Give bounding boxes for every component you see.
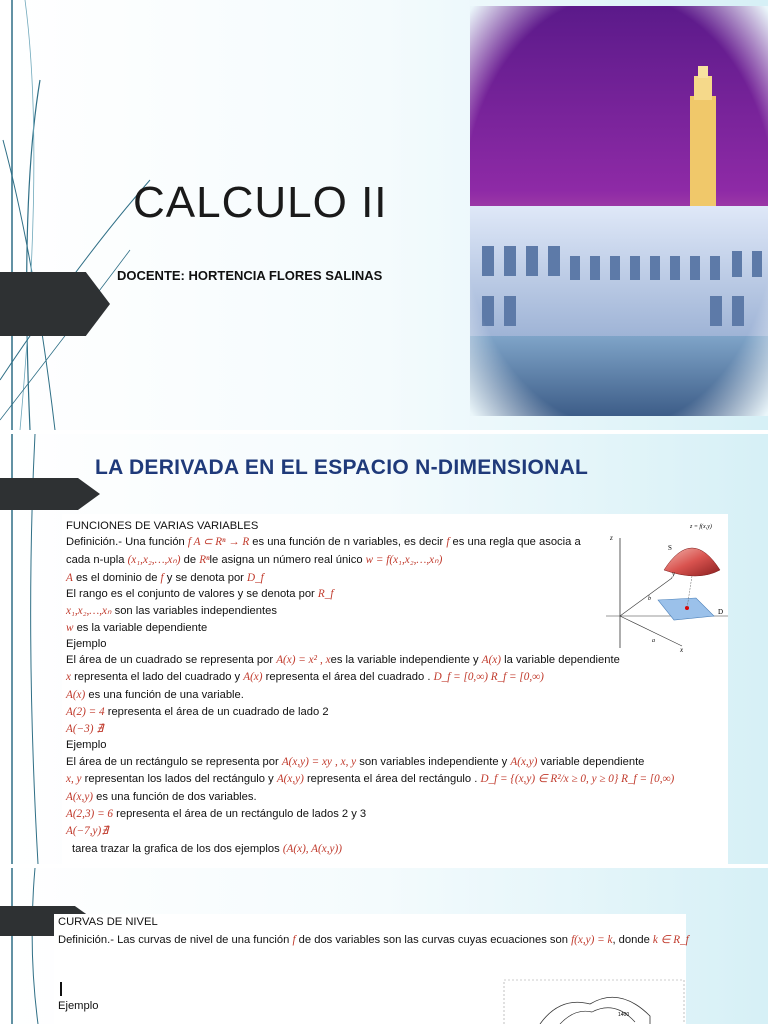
definition-line-1: Definición.- Una función f A ⊂ Rⁿ → R es una función de n variables, es decir f es una regla que asocia a xyxy=(66,536,581,548)
example2-line-1: El área de un rectángulo se representa por A(x,y) = xy , x, y son variables independiente y A(x,y) variable dependiente xyxy=(66,756,645,768)
slide-title-text: LA DERIVADA EN EL ESPACIO N-DIMENSIONAL xyxy=(95,456,589,479)
slide-curvas-nivel xyxy=(0,868,768,1024)
decorative-lines xyxy=(0,868,60,1024)
example1-line-1: El área de un cuadrado se representa por A(x) = x² , xes la variable independiente y A(x) la variable dependiente xyxy=(66,654,620,666)
example-label: Ejemplo xyxy=(58,1000,99,1012)
independent-vars-line: x₁,x₂,…,xₙ son las variables independientes xyxy=(66,605,277,617)
university-courtyard-photo xyxy=(470,6,768,416)
example1-line-3: A(x) es una función de una variable. xyxy=(66,689,244,701)
section-heading: CURVAS DE NIVEL xyxy=(58,916,158,928)
range-line: El rango es el conjunto de valores y se denota por R_f xyxy=(66,588,334,600)
text-cursor xyxy=(60,982,62,996)
figure-s-label: S xyxy=(668,544,672,552)
surface-graph-figure xyxy=(602,518,728,653)
example-label: Ejemplo xyxy=(66,739,107,751)
example2-line-4: A(2,3) = 6 representa el área de un rectángulo de lados 2 y 3 xyxy=(66,808,367,820)
example1-line-5: A(−3) ∄ xyxy=(66,723,104,735)
slide-derivada xyxy=(0,434,768,864)
example1-line-4: A(2) = 4 representa el área de un cuadrado de lado 2 xyxy=(66,706,329,718)
figure-z-label: z xyxy=(610,534,613,542)
figure-x-label: x xyxy=(680,646,684,653)
dependent-var-line: w es la variable dependiente xyxy=(66,622,208,634)
slide-title-text: CALCULO II xyxy=(133,178,388,227)
figure-equation-label: z = f(x,y) xyxy=(690,524,712,530)
figure-a-label: a xyxy=(652,638,655,644)
figure-d-label: D xyxy=(718,608,724,616)
figure-b-label: b xyxy=(648,596,651,602)
content-panel xyxy=(62,514,728,864)
figure-y-label: y xyxy=(672,570,676,578)
example1-line-2: x representa el lado del cuadrado y A(x) representa el área del cuadrado . D_f = [0,∞) R_f = [0,∞) xyxy=(66,671,544,683)
contour-map-figure xyxy=(500,976,686,1024)
example2-line-5: A(−7,y)∄ xyxy=(66,825,109,837)
title-tab-shape xyxy=(0,478,100,510)
homework-line: tarea trazar la grafica de los dos ejemplos (A(x), A(x,y)) xyxy=(72,843,342,855)
definition-line: Definición.- Las curvas de nivel de una función f de dos variables son las curvas cuyas ecuaciones son f(x,y) = k, donde k ∈ R_f xyxy=(58,934,689,946)
docente-name: DOCENTE: HORTENCIA FLORES SALINAS xyxy=(117,268,383,283)
slide-title xyxy=(0,0,768,430)
contour-label: 1400 xyxy=(618,1012,630,1018)
definition-line-2: cada n-upla (x₁,x₂,…,xₙ) de Rⁿle asigna un número real único w = f(x₁,x₂,…,xₙ) xyxy=(66,554,443,566)
domain-line: A es el dominio de f y se denota por D_f xyxy=(66,572,264,584)
section-heading: FUNCIONES DE VARIAS VARIABLES xyxy=(66,520,259,532)
content-panel xyxy=(54,914,689,1024)
example-label: Ejemplo xyxy=(66,638,107,650)
example2-line-3: A(x,y) es una función de dos variables. xyxy=(66,791,257,803)
example2-line-2: x, y representan los lados del rectángulo y A(x,y) representa el área del rectángulo . D_f = {(x,y) ∈ R²/x ≥ 0, y ≥ 0} R_f = [0,∞) xyxy=(66,773,675,785)
